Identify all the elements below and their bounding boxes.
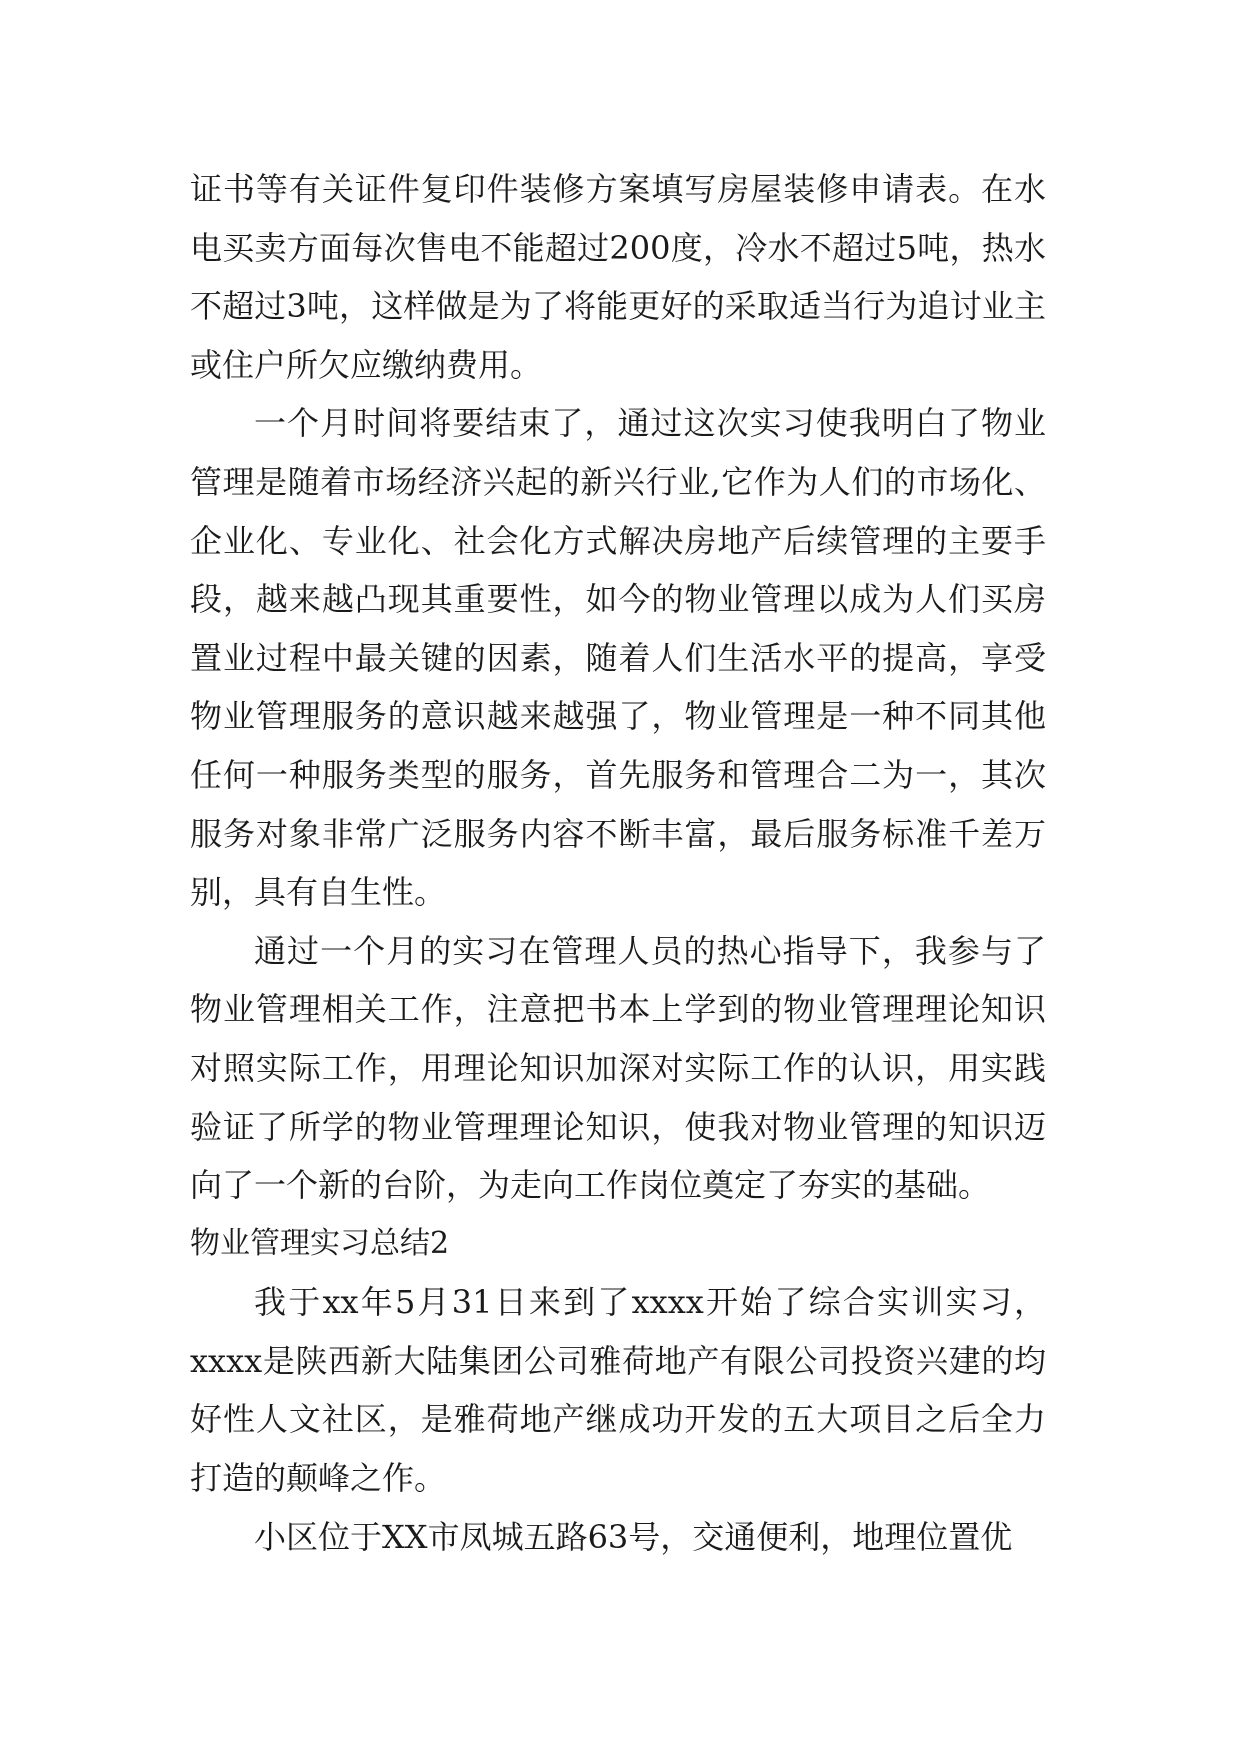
document-body [190,160,1046,1566]
section-heading: 物业管理实习总结2 [190,1225,450,1261]
paragraph-internship-reflection: 一个月时间将要结束了，通过这次实习使我明白了物业管理是随着市场经济兴起的新兴行业,它作为人们的市场化、企业化、专业化、社会化方式解决房地产后续管理的主要手段，越来越凸现其重要性，如今的物业管理以成为人们买房置业过程中最关键的因素，随着人们生活水平的提高，享受物业管理服务的意识越来越强了，物业管理是一种不同其他任何一种服务类型的服务，首先服务和管理合二为一，其次服务对象非常广泛服务内容不断丰富，最后服务标准千差万别，具有自生性。 [190,404,1046,912]
paragraph-renovation-utilities: 证书等有关证件复印件装修方案填写房屋装修申请表。在水电买卖方面每次售电不能超过200度，冷水不超过5吨，热水不超过3吨，这样做是为了将能更好的采取适当行为追讨业主或住户所欠应缴纳费用。 [190,170,1046,384]
paragraph-internship-learning: 通过一个月的实习在管理人员的热心指导下，我参与了物业管理相关工作，注意把书本上学到的物业管理理论知识对照实际工作，用理论知识加深对实际工作的认识，用实践验证了所学的物业管理理论知识，使我对物业管理的知识迈向了一个新的台阶，为走向工作岗位奠定了夯实的基础。 [190,931,1046,1205]
paragraph-location: 小区位于XX市凤城五路63号，交通便利，地理位置优 [254,1517,1013,1556]
paragraph-arrival: 我于xx年5月31日来到了xxxx开始了综合实训实习，xxxx是陕西新大陆集团公司雅荷地产有限公司投资兴建的均好性人文社区，是雅荷地产继成功开发的五大项目之后全力打造的颠峰之作。 [190,1283,1046,1498]
